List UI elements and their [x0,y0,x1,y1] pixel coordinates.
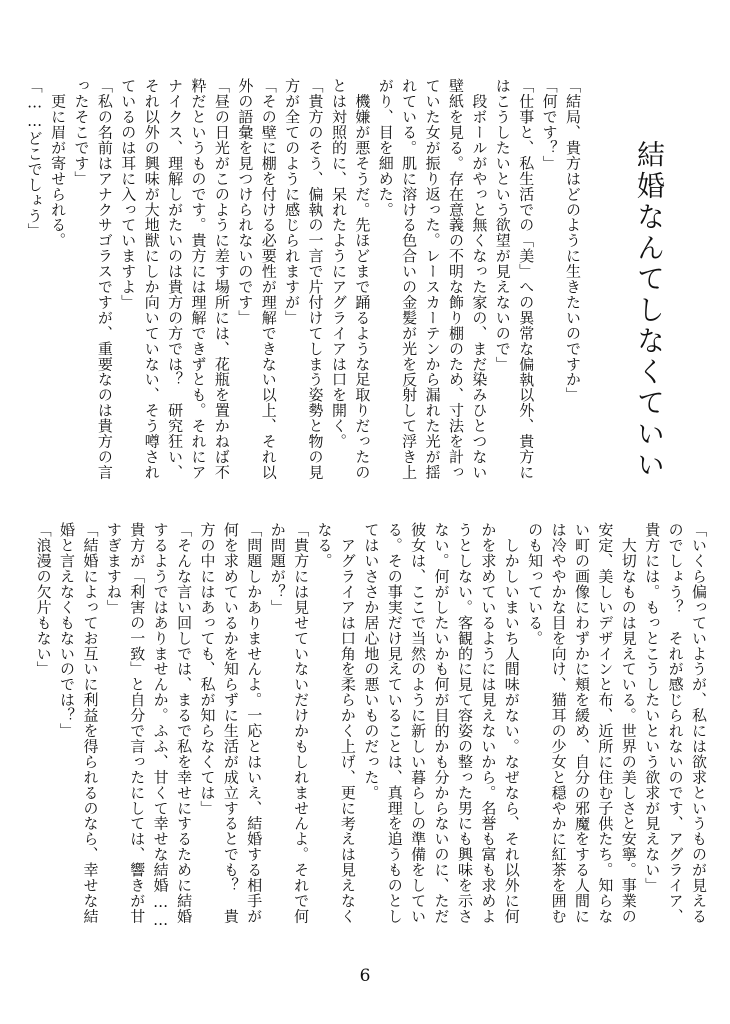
text-line: か問題が？」 [268,522,287,615]
text-line: のでしょう？ それが感じられないのです、アグライア、 [666,522,685,924]
text-line: それ以外の興味が大地獣にしか向いていない、そう噂され [142,78,161,480]
text-line: 「……どこでしょう」 [25,78,44,239]
text-line: 安定、美しいデザインと布、近所に住む子供たち。知らな [596,522,615,924]
text-line: 方が全てのように感じられますが」 [283,78,302,326]
text-line: 「仕事と、私生活での「美」への異常な偏執以外、貴方に [517,78,536,480]
text-line: 段ボールがやっと無くなった家の、まだ染みひとつない [470,78,489,480]
text-line: ていた女が振り返った。レースカーテンから漏れた光が揺 [423,78,442,480]
story-title: 結婚なんてしなくていい [633,140,666,481]
text-line: なる。 [315,522,334,569]
text-line: 大切なものは見えている。世界の美しさと安寧。事業の [619,522,638,924]
text-line: 「その壁に棚を付ける必要性が理解できない以上、それ以 [259,78,278,480]
text-line: 「貴方のそう、偏執の一言で片付けてしまう姿勢と物の見 [306,78,325,480]
text-line: しかしいまいち人間味がない。なぜなら、それ以外に何 [502,522,521,924]
text-line: 「浪漫の欠片もない」 [34,522,53,677]
text-line: 貴方には。もっとこうしたいという欲求が見えない」 [643,522,662,893]
text-line: がり、目を細めた。 [376,78,395,218]
text-line: れている。肌に溶ける色合いの金髪が光を反射して浮き上 [400,78,419,480]
text-line: とは対照的に、呆れたようにアグライアは口を開く。 [329,78,348,449]
text-line: すぎますね」 [104,522,123,615]
text-line: 「貴方には見せていないだけかもしれませんよ。それで何 [292,522,311,924]
text-line: はこうしたいという欲望が見えないので」 [493,78,512,372]
text-line: アグライアは口角を柔らかく上げ、更に考えは見えなく [338,522,357,924]
text-line: 何を求めているかを知らずに生活が成立するとでも？ 貴 [221,522,240,924]
text-line: かを求めているようには見えないから。名誉も富も求めよ [479,522,498,924]
text-line: 彼女は、ここで当然のように新しい暮らしの準備をしてい [409,522,428,924]
text-line: 方の中にはあっても、私が知らなくては」 [198,522,217,816]
text-line: 「私の名前はアナクサゴラスですが、重要なのは貴方の言 [95,78,114,480]
page-number: 6 [359,966,371,986]
text-line: い町の画像にわずかに頬を緩め、自分の邪魔をする人間に [572,522,591,924]
text-line: 「そんな言い回しでは、まるで私を幸せにするために結婚 [175,522,194,924]
text-line: うとしない。客観的に見て容姿の整った男にも興味を示さ [455,522,474,924]
text-line: ナイクス、理解しがたいのは貴方の方では？ 研究狂い、 [166,78,185,480]
text-line: のも知っている。 [526,522,545,646]
text-line: 外の語彙を見つけられないのです」 [236,78,255,326]
text-line: ったそこです」 [72,78,91,187]
text-line: 「何です？」 [540,78,559,171]
text-line: てはいささか居心地の悪いものだった。 [362,522,381,801]
text-line: 機嫌が悪そうだ。先ほどまで踊るような足取りだったの [353,78,372,480]
text-line: するようではありませんか。ふふ、甘くて幸せな結婚…… [151,522,170,930]
upper-text-block [25,78,584,498]
text-line: 「いくら偏っていようが、私には欲求というものが見える [690,522,708,924]
text-line: 粋だというものです。貴方には理解できずとも。それにア [189,78,208,480]
text-line: 更に眉が寄せられる。 [49,78,68,248]
text-line: ているのは耳に入っていますよ」 [119,78,138,310]
text-line: る。その事実だけ見えていることは、真理を追うものとし [385,522,404,924]
text-line: 壁紙を見る。存在意義の不明な飾り棚のため、寸法を計っ [446,78,465,480]
text-line: 「問題しかありませんよ。一応とはいえ、結婚する相手が [245,522,264,924]
text-line: ない。何がしたいかも何が目的かも分からないのに、ただ [432,522,451,924]
text-line: 婚と言えなくもないのでは？」 [58,522,77,739]
lower-text-block [20,522,710,948]
text-line: 「結婚によってお互いに利益を得られるのなら、幸せな結 [81,522,100,924]
text-line: 「昼の日光がこのように差す場所には、花瓶を置かねば不 [212,78,231,480]
text-line: 「結局、貴方はどのように生きたいのですか」 [564,78,582,403]
text-line: 貴方が「利害の一致」と自分で言ったにしては、響きが甘 [128,522,147,924]
text-line: は冷ややかな目を向け、猫耳の少女と穏やかに紅茶を囲む [549,522,568,924]
